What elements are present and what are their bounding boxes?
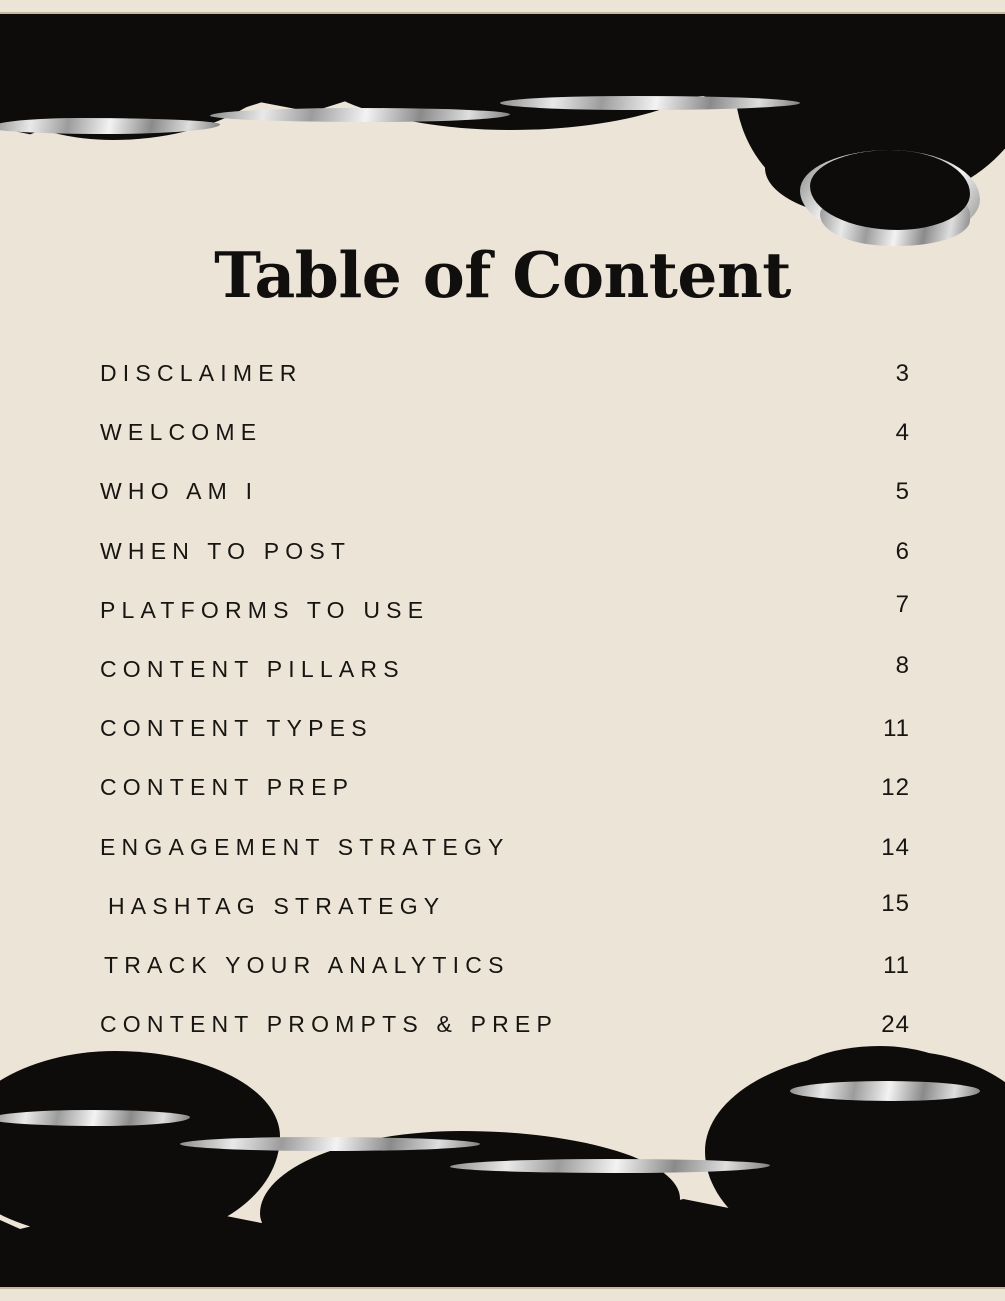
- toc-entry-page-number: 6: [895, 537, 910, 565]
- toc-entry-page-number: 11: [883, 715, 910, 743]
- toc-entry-page-number: 5: [895, 478, 910, 506]
- toc-entry-page-number: 8: [895, 651, 910, 679]
- toc-entry-page-number: 15: [881, 889, 910, 917]
- toc-entry-label: WHO AM I: [100, 478, 259, 505]
- toc-entry-label: CONTENT PILLARS: [100, 655, 405, 682]
- toc-entry[interactable]: [100, 419, 910, 448]
- toc-entry-label: ENGAGEMENT STRATEGY: [100, 833, 510, 860]
- toc-entry-label: HASHTAG STRATEGY: [108, 892, 446, 919]
- toc-entry-page-number: 4: [895, 419, 910, 447]
- page-title: Table of Content: [214, 238, 791, 312]
- toc-entry[interactable]: [100, 715, 910, 744]
- toc-entry-label: PLATFORMS TO USE: [100, 596, 430, 623]
- toc-entry-label: WHEN TO POST: [100, 537, 352, 564]
- toc-entry-page-number: 7: [895, 590, 910, 618]
- toc-entry-page-number: 12: [881, 774, 910, 802]
- toc-entry[interactable]: [100, 889, 910, 922]
- toc-entry-label: WELCOME: [100, 419, 263, 446]
- toc-entry[interactable]: [100, 834, 910, 863]
- toc-entry-page-number: 11: [883, 951, 910, 979]
- toc-entry-label: TRACK YOUR ANALYTICS: [104, 951, 510, 978]
- toc-entry[interactable]: [100, 478, 910, 507]
- toc-entry[interactable]: [100, 360, 910, 389]
- toc-entry-page-number: 3: [895, 360, 910, 387]
- toc-entry[interactable]: [100, 651, 910, 685]
- toc-entry-page-number: 14: [881, 833, 910, 861]
- toc-entry[interactable]: [100, 774, 910, 803]
- toc-entry-label: CONTENT PROMPTS & PREP: [100, 1011, 559, 1038]
- toc-entry-label: DISCLAIMER: [100, 360, 303, 386]
- toc-entry-page-number: 24: [881, 1011, 910, 1039]
- toc-entry[interactable]: [100, 1011, 910, 1040]
- toc-entry[interactable]: [100, 590, 910, 626]
- toc-entry[interactable]: [100, 952, 910, 981]
- table-of-contents: [100, 360, 910, 1040]
- toc-entry[interactable]: [100, 538, 910, 567]
- toc-entry-label: CONTENT PREP: [100, 774, 355, 801]
- toc-entry-label: CONTENT TYPES: [100, 715, 373, 742]
